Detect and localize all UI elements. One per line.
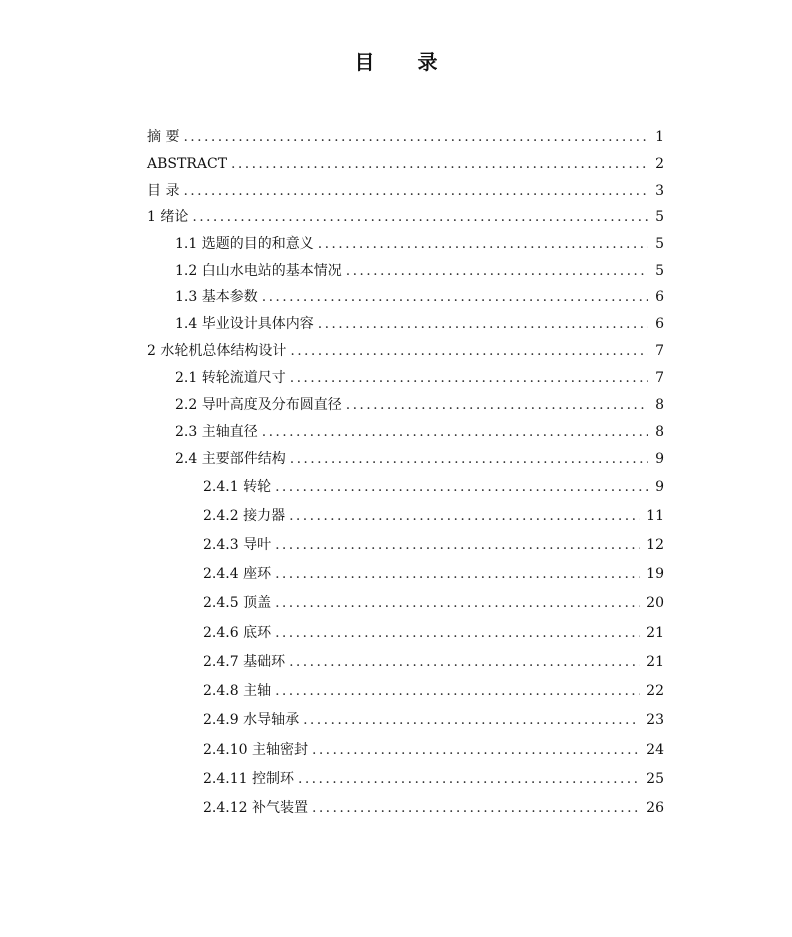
toc-leader-dots xyxy=(275,593,640,613)
toc-leader-dots xyxy=(262,287,648,307)
toc-entry-label: 2.4 主要部件结构 xyxy=(175,451,286,467)
toc-leader-dots xyxy=(192,207,648,227)
toc-leader-dots xyxy=(275,564,640,584)
toc-leader-dots xyxy=(318,234,648,254)
toc-entry-page: 26 xyxy=(646,800,664,816)
toc-entry-page: 5 xyxy=(655,209,664,225)
toc-entry-page: 24 xyxy=(646,742,664,758)
toc-leader-dots xyxy=(290,449,648,469)
toc-entry[interactable] xyxy=(147,127,664,147)
toc-entry-page: 11 xyxy=(646,508,664,524)
toc-entry-page: 25 xyxy=(646,771,664,787)
toc-entry-label: 1.1 选题的目的和意义 xyxy=(175,236,314,252)
toc-entry[interactable] xyxy=(203,564,664,584)
toc-leader-dots xyxy=(275,681,640,701)
toc-entry-label: 目 录 xyxy=(147,183,180,199)
toc-leader-dots xyxy=(303,710,640,730)
toc-leader-dots xyxy=(318,314,648,334)
toc-entry[interactable] xyxy=(147,154,664,174)
toc-entry-label: 2.4.10 主轴密封 xyxy=(203,742,308,758)
toc-entry-page: 7 xyxy=(655,370,664,386)
toc-entry-label: 2.4.1 转轮 xyxy=(203,479,272,495)
toc-entry[interactable] xyxy=(175,287,664,307)
toc-entry-label: 1 绪论 xyxy=(147,209,189,225)
toc-entry-label: 2.4.5 顶盖 xyxy=(203,595,272,611)
toc-title: 目 录 xyxy=(354,50,456,74)
toc-entry[interactable] xyxy=(175,422,664,442)
toc-entry-page: 6 xyxy=(655,289,664,305)
toc-entry[interactable] xyxy=(203,652,664,672)
toc-entry-label: 2.4.12 补气装置 xyxy=(203,800,308,816)
toc-entry-label: 2.4.7 基础环 xyxy=(203,654,286,670)
toc-entry-label: 1.4 毕业设计具体内容 xyxy=(175,316,314,332)
toc-entry-label: 2.4.3 导叶 xyxy=(203,537,272,553)
toc-entry-label: 2.4.2 接力器 xyxy=(203,508,286,524)
toc-entry-label: 1.2 白山水电站的基本情况 xyxy=(175,263,342,279)
toc-leader-dots xyxy=(231,154,648,174)
toc-entry[interactable] xyxy=(175,234,664,254)
toc-entry-page: 8 xyxy=(655,397,664,413)
toc-entry-page: 20 xyxy=(646,595,664,611)
toc-entry-page: 23 xyxy=(646,712,664,728)
toc-leader-dots xyxy=(298,769,640,789)
toc-leader-dots xyxy=(289,506,640,526)
toc-entry-label: 2.4.8 主轴 xyxy=(203,683,272,699)
toc-entry[interactable] xyxy=(203,681,664,701)
toc-entry-page: 3 xyxy=(655,183,664,199)
toc-entry[interactable] xyxy=(203,769,664,789)
toc-entry[interactable] xyxy=(175,395,664,415)
toc-entry[interactable] xyxy=(147,181,664,201)
toc-entry[interactable] xyxy=(175,261,664,281)
toc-entry[interactable] xyxy=(203,740,664,760)
toc-entry[interactable] xyxy=(203,710,664,730)
toc-entry[interactable] xyxy=(147,207,664,227)
toc-entry-label: 2.4.11 控制环 xyxy=(203,771,294,787)
toc-entry[interactable] xyxy=(203,535,664,555)
toc-entry-label: 摘 要 xyxy=(147,129,180,145)
toc-entry-label: 2.4.9 水导轴承 xyxy=(203,712,300,728)
toc-leader-dots xyxy=(183,127,648,147)
toc-leader-dots xyxy=(275,477,648,497)
toc-entry-page: 1 xyxy=(655,129,664,145)
toc-entry-page: 19 xyxy=(646,566,664,582)
toc-entry-page: 22 xyxy=(646,683,664,699)
toc-leader-dots xyxy=(275,535,640,555)
toc-leader-dots xyxy=(312,740,640,760)
toc-entry-page: 21 xyxy=(646,654,664,670)
toc-entry[interactable] xyxy=(147,341,664,361)
toc-leader-dots xyxy=(289,652,640,672)
toc-leader-dots xyxy=(346,395,648,415)
toc-leader-dots xyxy=(183,181,648,201)
toc-leader-dots xyxy=(290,341,648,361)
toc-entry-label: 2.4.6 底环 xyxy=(203,625,272,641)
toc-entry-label: 2.2 导叶高度及分布圆直径 xyxy=(175,397,342,413)
toc-entry-label: 2.4.4 座环 xyxy=(203,566,272,582)
toc-entry[interactable] xyxy=(203,506,664,526)
toc-entry[interactable] xyxy=(175,449,664,469)
toc-entry-label: 2.1 转轮流道尺寸 xyxy=(175,370,286,386)
toc-entry[interactable] xyxy=(203,593,664,613)
toc-entry-label: 1.3 基本参数 xyxy=(175,289,258,305)
toc-entry-page: 9 xyxy=(655,479,664,495)
toc-entry-page: 5 xyxy=(655,236,664,252)
toc-entry[interactable] xyxy=(175,368,664,388)
toc-entry-page: 12 xyxy=(646,537,664,553)
toc-entry-page: 21 xyxy=(646,625,664,641)
toc-entry-page: 9 xyxy=(655,451,664,467)
toc-leader-dots xyxy=(312,798,640,818)
toc-entry[interactable] xyxy=(175,314,664,334)
toc-entry[interactable] xyxy=(203,623,664,643)
toc-leader-dots xyxy=(275,623,640,643)
toc-entry-page: 5 xyxy=(655,263,664,279)
toc-leader-dots xyxy=(290,368,648,388)
toc-leader-dots xyxy=(262,422,648,442)
toc-leader-dots xyxy=(346,261,648,281)
toc-entry-page: 2 xyxy=(655,156,664,172)
toc-entry[interactable] xyxy=(203,477,664,497)
toc-entry-label: 2 水轮机总体结构设计 xyxy=(147,343,287,359)
toc-entry[interactable] xyxy=(203,798,664,818)
toc-entry-label: 2.3 主轴直径 xyxy=(175,424,258,440)
toc-entry-label: ABSTRACT xyxy=(147,156,228,172)
toc-entry-page: 8 xyxy=(655,424,664,440)
toc-entry-page: 7 xyxy=(655,343,664,359)
toc-entry-page: 6 xyxy=(655,316,664,332)
